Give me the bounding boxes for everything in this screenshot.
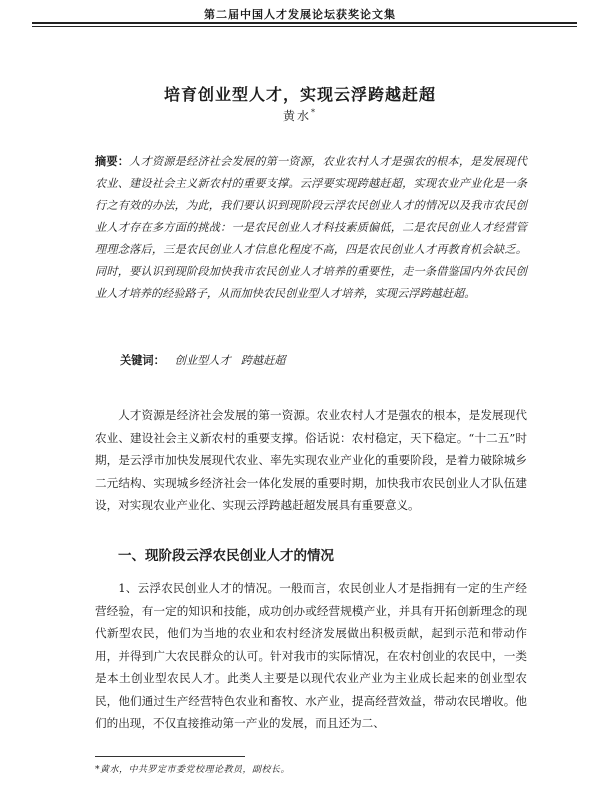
section-paragraph: 1、云浮农民创业人才的情况。一般而言，农民创业人才是指拥有一定的生产经营经验，有一定的知识和技能，成功创办或经营规模产业，并具有开拓创新理念的现代新型农民，他们为当地的农业和农村经济发展做出积极贡献，起到示范和带动作用，并得到广大农民群众的认可。针对我市的实际情况，在农村创业的农民中，一类是本土创业型农民人才。此类人主要是以现代农业产业为主业成长起来的创业型农民，他们通过生产经营特色农业和畜牧、水产业，提高经营效益，带动农民增收。他们的出现，不仅直接推动第一产业的发展，而且还为二、 (95, 581, 527, 730)
header-rule-thin (32, 26, 577, 27)
footnote-rule (95, 756, 245, 757)
footnote: *黄水，中共罗定市委党校理论教员，副校长。 (95, 765, 291, 775)
abstract-label: 摘要： (95, 154, 130, 168)
keywords (120, 352, 520, 368)
keyword-item: 跨越赶超 (240, 354, 286, 367)
abstract (95, 150, 527, 305)
section-heading: 一、现阶段云浮农民创业人才的情况 (118, 548, 334, 564)
abstract-text: 人才资源是经济社会发展的第一资源，农业农村人才是强农的根本，是发展现代农业、建设社会主义新农村的重要支撑。云浮要实现跨越赶超，实现农业产业化是一条行之有效的办法，为此，我们要认识到现阶段云浮农民创业人才的情况以及我市农民创业人才存在多方面的挑战：一是农民创业人才科技素质偏低，二是农民创业人才经营管理理念落后，三是农民创业人才信息化程度不高，四是农民创业人才再教育机会缺乏。同时，要认识到现阶段加快我市农民创业人才培养的重要性，走一条借鉴国内外农民创业人才培养的经验路子，从而加快农民创业型人才培养，实现云浮跨越赶超。 (95, 155, 527, 300)
running-header: 第二届中国人才发展论坛获奖论文集 (204, 8, 396, 21)
author-name: 黄水 (282, 109, 311, 123)
keyword-item: 创业型人才 (174, 354, 231, 367)
header-rule (32, 22, 577, 24)
keywords-label: 关键词： (120, 353, 165, 367)
author-footnote-mark: * (311, 108, 317, 117)
article-author (0, 107, 600, 124)
article-title: 培育创业型人才，实现云浮跨越赶超 (163, 85, 436, 104)
intro-paragraph: 人才资源是经济社会发展的第一资源。农业农村人才是强农的根本，是发展现代农业、建设社会主义新农村的重要支撑。俗话说：农村稳定，天下稳定。“十二五”时期，是云浮市加快发展现代农业、率先实现农业产业化的重要阶段，是着力破除城乡二元结构、实现城乡经济社会一体化发展的重要时期，加快我市农民创业人才队伍建设，对实现农业产业化、实现云浮跨越赶超发展具有重要意义。 (95, 408, 527, 512)
